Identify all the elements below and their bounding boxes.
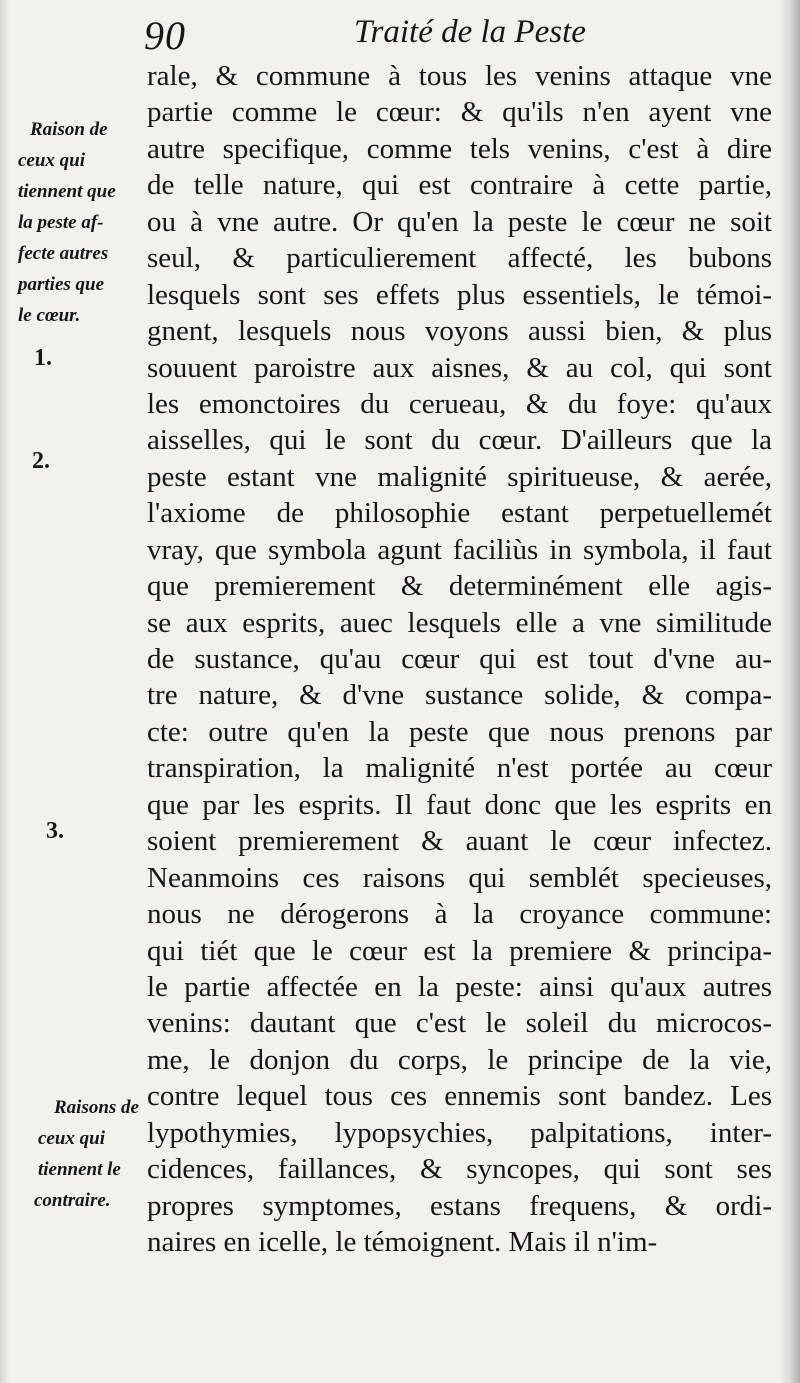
text-line: propres symptomes, estans frequens, & ordi- [147, 1189, 772, 1222]
page-shadow-left [0, 0, 10, 1383]
text-line: gnent, lesquels nous voyons aussi bien, & plus [147, 315, 772, 348]
margin-note-line: Raison de [30, 119, 108, 140]
text-line: aisselles, qui le sont du cœur. D'ailleurs que la [147, 424, 772, 457]
margin-note-line: parties que [18, 274, 105, 295]
text-line: partie comme le cœur: & qu'ils n'en ayent vne [147, 96, 772, 129]
text-line: cte: outre qu'en la peste que nous prenons par [147, 715, 772, 748]
text-line: que premierement & determinément elle agis- [147, 570, 772, 603]
text-line: nous ne dérogerons à la croyance commune: [147, 898, 772, 931]
text-line: vray, que symbola agunt faciliùs in symbola, il faut [147, 533, 772, 566]
text-line: contre lequel tous ces ennemis sont bandez. Les [147, 1080, 772, 1113]
text-line: seul, & particulierement affecté, les bubons [147, 242, 772, 275]
text-line: de telle nature, qui est contraire à cette partie, [147, 169, 772, 202]
text-line: le partie affectée en la peste: ainsi qu'aux autres [147, 970, 772, 1003]
text-line: qui tiét que le cœur est la premiere & principa- [147, 934, 772, 967]
text-line: venins: dautant que c'est le soleil du microcos- [147, 1007, 772, 1040]
margin-note-line: le cœur. [18, 305, 81, 326]
margin-note-line: tiennent le [38, 1159, 121, 1180]
margin-note-line: contraire. [34, 1190, 111, 1211]
running-head: Traité de la Peste [354, 14, 586, 50]
margin-note-line: ceux qui [18, 150, 86, 171]
text-line: lypothymies, lypopsychies, palpitations, inter- [147, 1116, 772, 1149]
margin-note-2 [32, 1092, 139, 1216]
text-line: ou à vne autre. Or qu'en la peste le cœur ne soit [147, 205, 772, 238]
text-line: soient premierement & auant le cœur infectez. [147, 825, 772, 858]
text-line: souuent paroistre aux aisnes, & au col, qui sont [147, 351, 772, 384]
text-line: les emonctoires du cerueau, & du foye: qu'aux [147, 387, 772, 420]
margin-note-line: ceux qui [38, 1128, 106, 1149]
text-line: que par les esprits. Il faut donc que les esprits en [147, 788, 772, 821]
page-edge-right [778, 0, 800, 1383]
margin-note-line: la peste af- [18, 212, 104, 233]
text-line: Neanmoins ces raisons qui semblét specieuses, [147, 861, 772, 894]
text-line: autre specifique, comme tels venins, c'est à dire [147, 132, 772, 165]
text-line: de sustance, qu'au cœur qui est tout d'vne au- [147, 643, 772, 675]
text-line: rale, & commune à tous les venins attaque vne [147, 60, 772, 92]
text-line: l'axiome de philosophie estant perpetuellemét [147, 497, 772, 530]
margin-number-2: 2. [32, 448, 50, 474]
margin-note-line: tiennent que [18, 181, 116, 202]
text-line: naires en icelle, le témoignent. Mais il n'im- [147, 1226, 658, 1258]
text-line: tre nature, & d'vne sustance solide, & compa- [147, 679, 772, 712]
margin-number-1: 1. [34, 345, 52, 371]
margin-note-line: fecte autres [18, 243, 109, 264]
margin-number-3: 3. [46, 818, 64, 844]
text-line: se aux esprits, auec lesquels elle a vne similitude [147, 606, 772, 639]
text-line: me, le donjon du corps, le principe de la vie, [147, 1043, 772, 1076]
margin-note-line: Raisons de [54, 1097, 139, 1118]
text-line: transpiration, la malignité n'est portée au cœur [147, 752, 772, 785]
body-text [147, 58, 772, 1260]
text-line: lesquels sont ses effets plus essentiels, le témoi- [147, 278, 772, 311]
margin-note-1 [18, 114, 116, 331]
text-line: cidences, faillances, & syncopes, qui sont ses [147, 1153, 772, 1186]
text-line: peste estant vne malignité spiritueuse, & aerée, [147, 460, 772, 493]
page-number: 90 [144, 13, 186, 58]
page-header [0, 12, 800, 60]
